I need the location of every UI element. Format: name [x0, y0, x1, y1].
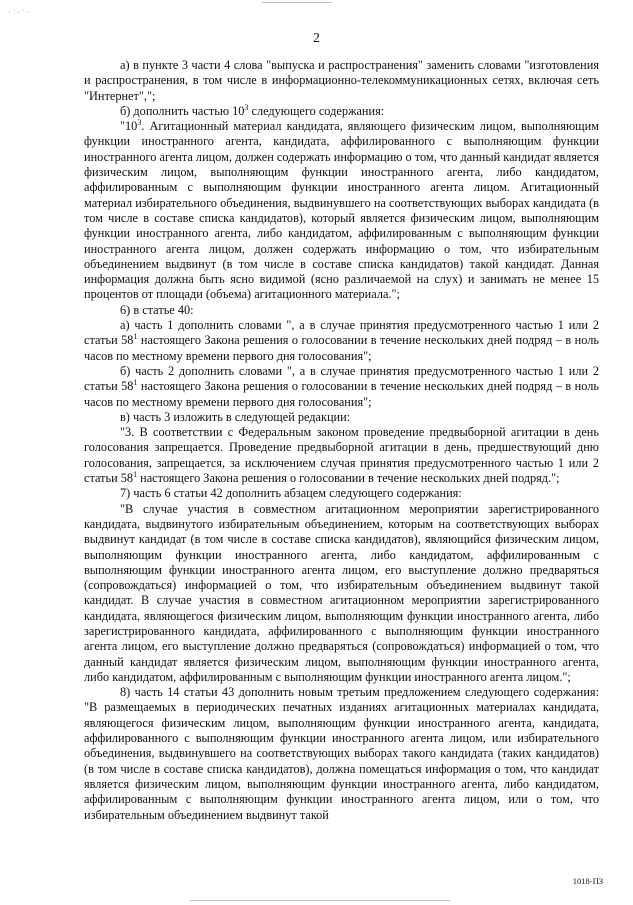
paragraph: "В случае участия в совместном агитационном мероприятии зарегистрированного кандидата, выдвинутого избирательным объединением, которым на соответствующих выборах выдвинут кандидат (в том числе в составе списка кандидатов), являющийся физическим лицом, выполняющим функции иностранного агента, либо кандидатом, аффилированным с выполняющим функции иностранного агента лицом, его выступление должно предваряться (сопровождаться) информацией о том, что избирательным объединением выдвинут такой кандидат. В случае участия в совместном агитационном мероприятии зарегистрированного кандидата, являющегося физическим лицом, выполняющим функции иностранного агента, либо зарегистрированного кандидата, аффилированного с выполняющим функции иностранного агента лицом, его выступление должно предваряться (сопровождаться) информацией о том, что данный кандидат является физическим лицом, выполняющим функции иностранного агента, либо кандидатом, аффилированным с выполняющим функции иностранного агента лицом.";: [84, 501, 599, 684]
scan-artifact-line: [262, 2, 332, 3]
paragraph: б) дополнить частью $10^3$ следующего содержания:: [120, 102, 385, 118]
paragraph: в) часть 3 изложить в следующей редакции:: [120, 409, 351, 424]
paragraph: а) часть 1 дополнить словами ", а в случае принятия предусмотренного частью 1 или 2 статьи $58^1$ настоящего Закона решения о голосовании в течение нескольких дней подряд – в ноль часов по местному времени первого дня голосования";: [84, 318, 599, 363]
superscript: 1: [133, 469, 138, 479]
document-body: [84, 58, 599, 823]
document-code: 1018-ПЗ: [572, 876, 603, 886]
paragraph: 6) в статье 40:: [120, 302, 194, 317]
paragraph: 7) часть 6 статьи 42 дополнить абзацем следующего содержания:: [120, 486, 462, 501]
superscript: 3: [244, 102, 249, 112]
paragraph: б) часть 2 дополнить словами ", а в случае принятия предусмотренного частью 1 или 2 статьи $58^1$ настоящего Закона решения о голосовании в течение нескольких дней подряд – в ноль часов по местному времени первого дня голосования";: [84, 363, 599, 409]
paragraph: 8) часть 14 статьи 43 дополнить новым третьим предложением следующего содержания: "В размещаемых в периодических печатных изданиях агитационных материалах кандидата, являющегося физическим лицом, выполняющим функции иностранного агента, кандидата, аффилированного с выполняющим функции иностранного агента лицом, или избирательного объединения, выдвинувшего на соответствующих выборах такого кандидата (таких кандидатов) (в том числе в составе списка кандидатов), должна помещаться информация о том, что кандидат является физическим лицом, выполняющим функции иностранного агента, либо кандидатом, аффилированным с выполняющим функции иностранного агента лицом, или о том, что избирательным объединением выдвинут такой: [84, 685, 599, 822]
superscript: 3: [137, 118, 142, 128]
paragraph: "$10^3$. Агитационный материал кандидата, являющего физическим лицом, выполняющим функции иностранного агента, кандидата, аффилированного с выполняющим функции иностранного агента лицом, должен содержать информацию о том, что данный кандидат является физическим лицом, выполняющим функции иностранного агента, либо кандидатом, аффилированным с выполняющим функции иностранного агента лицом. Агитационный материал избирательного объединения, выдвинувшего на соответствующих выборах кандидата (в том числе в составе списка кандидатов), который является физическим лицом, выполняющим функции иностранного агента, либо кандидатом, аффилированным с выполняющим функции иностранного агента лицом, должен содержать информацию о том, что избирательным объединением выдвинут (в том числе в составе списка кандидатов) такой кандидат. Данная информация должна быть ясно видимой (ясно различаемой на слух) и занимать не менее 15 процентов от площади (объема) агитационного материала.";: [84, 118, 599, 302]
superscript: 1: [133, 332, 138, 342]
paragraph: "3. В соответствии с Федеральным законом проведение предвыборной агитации в день голосования запрещается. Проведение предвыборной агитации в день, предшествующий дню голосования, запрещается, за исключением случая принятия предусмотренного частью 1 или 2 статьи $58^1$ настоящего Закона решения о голосовании в течение нескольких дней подряд.";: [84, 425, 599, 486]
superscript: 1: [133, 378, 138, 388]
scan-artifact-line: [190, 900, 450, 901]
scan-artifact: · ˙ · ˙ ·: [8, 8, 30, 17]
page-number: 2: [313, 30, 320, 45]
paragraph: а) в пункте 3 части 4 слова "выпуска и распространения" заменить словами "изготовления и распространения, в том числе в информационно-телекоммуникационных сетях, включая сеть "Интернет",";: [84, 58, 599, 103]
